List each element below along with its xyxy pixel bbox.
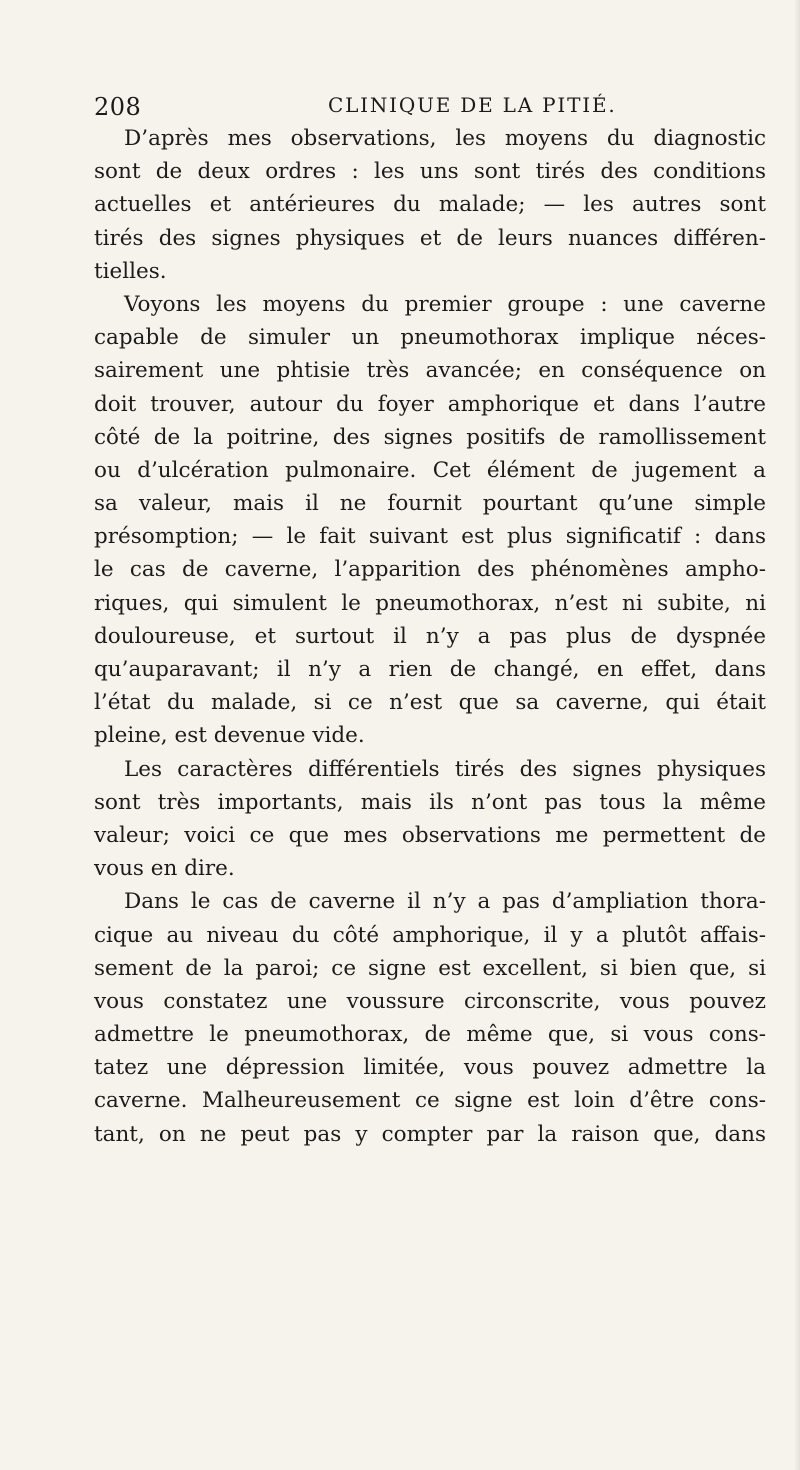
running-head: CLINIQUE DE LA PITIÉ. xyxy=(328,93,617,117)
paragraph-3-line-1: Les caractères différentiels tirés des signes physiques xyxy=(124,756,766,782)
paragraph-1-line-4: tirés des signes physiques et de leurs nuances différen- xyxy=(94,225,766,251)
paragraph-2-line-8: présomption; — le fait suivant est plus significatif : dans xyxy=(94,524,766,550)
paragraph-2-line-9: le cas de caverne, l’apparition des phénomènes ampho- xyxy=(94,557,766,583)
paragraph-3-line-3: valeur; voici ce que mes observations me permettent de xyxy=(94,822,766,848)
paragraph-4-line-8: tant, on ne peut pas y compter par la raison que, dans xyxy=(94,1121,766,1147)
paragraph-4-line-7: caverne. Malheureusement ce signe est loin d’être cons- xyxy=(94,1088,766,1114)
paragraph-1-line-1: D’après mes observations, les moyens du diagnostic xyxy=(124,126,766,151)
page-number: 208 xyxy=(94,93,142,121)
paragraph-4-line-4: vous constatez une voussure circonscrite, vous pouvez xyxy=(94,988,766,1014)
paragraph-2-line-1: Voyons les moyens du premier groupe : une caverne xyxy=(124,291,766,317)
paragraph-2-line-2: capable de simuler un pneumothorax implique néces- xyxy=(94,325,766,351)
paragraph-1-line-2: sont de deux ordres : les uns sont tirés des conditions xyxy=(94,159,766,185)
paragraph-3-line-4: vous en dire. xyxy=(94,856,235,882)
paragraph-2-line-4: doit trouver, autour du foyer amphorique et dans l’autre xyxy=(94,391,766,417)
paragraph-4-line-3: sement de la paroi; ce signe est excellent, si bien que, si xyxy=(94,955,766,981)
paragraph-1-line-5: tielles. xyxy=(94,258,167,284)
page-edge-shadow xyxy=(794,0,800,1470)
page-header xyxy=(94,84,734,124)
paragraph-3-line-2: sont très importants, mais ils n’ont pas tous la même xyxy=(94,789,766,815)
body-text xyxy=(94,122,766,1151)
paragraph-2-line-11: douloureuse, et surtout il n’y a pas plus de dyspnée xyxy=(94,623,766,649)
paragraph-2-line-12: qu’auparavant; il n’y a rien de changé, en effet, dans xyxy=(94,657,766,682)
paragraph-4-line-6: tatez une dépression limitée, vous pouvez admettre la xyxy=(94,1055,766,1081)
paragraph-4-line-1: Dans le cas de caverne il n’y a pas d’ampliation thora- xyxy=(124,889,766,915)
paragraph-2-line-7: sa valeur, mais il ne fournit pourtant qu’une simple xyxy=(94,491,766,517)
paragraph-2-line-5: côté de la poitrine, des signes positifs de ramollissement xyxy=(94,424,766,450)
paragraph-2-line-6: ou d’ulcération pulmonaire. Cet élément de jugement a xyxy=(94,457,766,483)
paragraph-2-line-10: riques, qui simulent le pneumothorax, n’est ni subite, ni xyxy=(94,590,766,616)
paragraph-2-line-13: l’état du malade, si ce n’est que sa caverne, qui était xyxy=(94,690,766,716)
paragraph-1-line-3: actuelles et antérieures du malade; — les autres sont xyxy=(94,192,766,218)
paragraph-4-line-2: cique au niveau du côté amphorique, il y a plutôt affais- xyxy=(94,922,766,948)
paragraph-2-line-3: sairement une phtisie très avancée; en conséquence on xyxy=(94,358,766,384)
paragraph-4-line-5: admettre le pneumothorax, de même que, si vous cons- xyxy=(94,1022,766,1048)
paragraph-2-line-14: pleine, est devenue vide. xyxy=(94,723,365,749)
